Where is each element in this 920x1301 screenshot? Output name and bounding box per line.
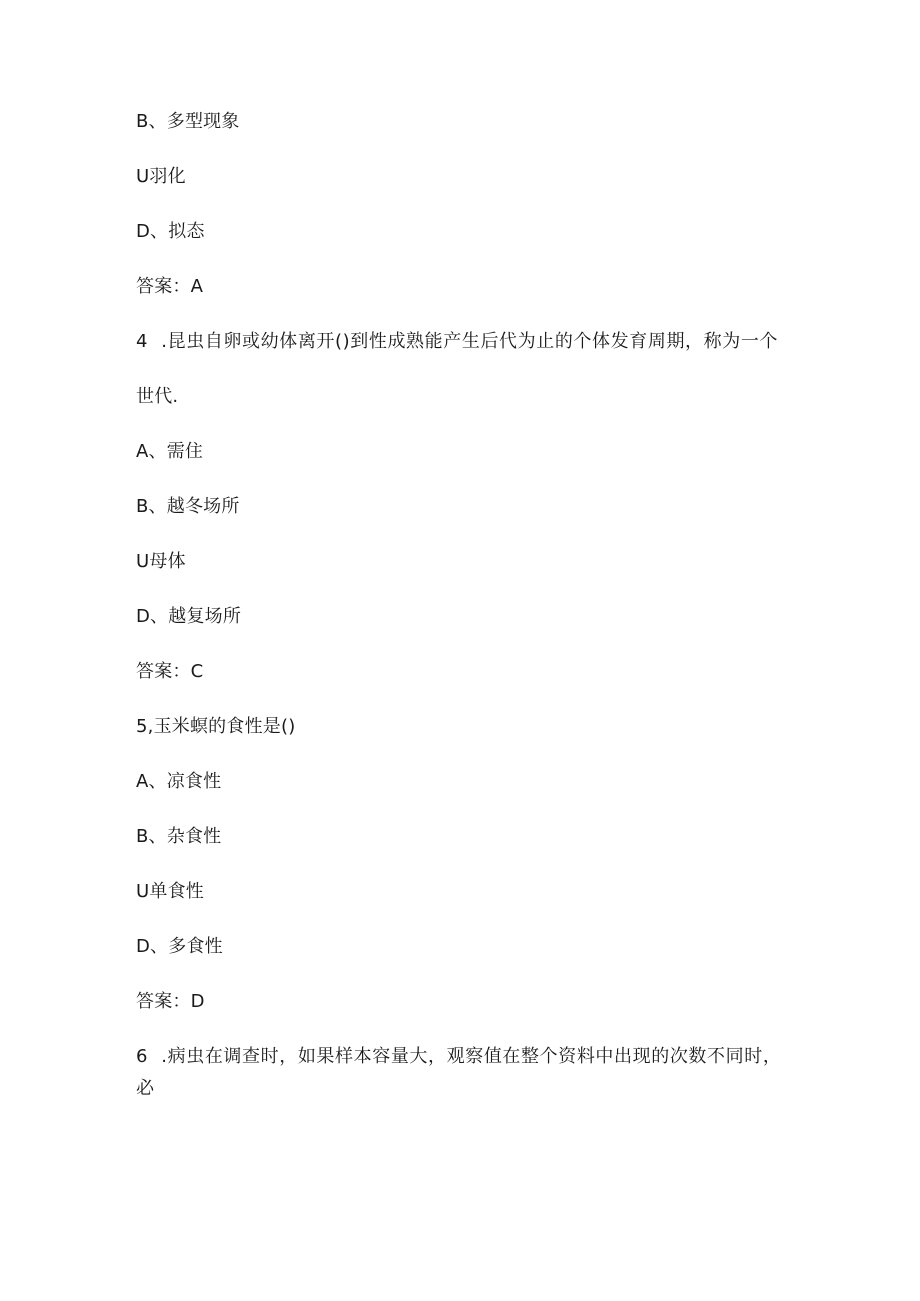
- question-6: 6 .病虫在调查时，如果样本容量大，观察值在整个资料中出现的次数不同时，: [136, 1046, 782, 1067]
- question-5: 5,玉米螟的食性是(): [136, 716, 296, 737]
- question-4-continued: 世代.: [136, 386, 179, 407]
- answer-q4: 答案：C: [136, 661, 204, 682]
- option-a-q5: A、凉食性: [136, 771, 222, 792]
- option-c-q5: U单食性: [136, 881, 204, 902]
- option-d-q3: D、拟态: [136, 221, 205, 242]
- question-6-continued: 必: [136, 1078, 155, 1099]
- option-d-q4: D、越复场所: [136, 606, 242, 627]
- option-a-q4: A、需住: [136, 441, 204, 462]
- option-b-q4: B、越冬场所: [136, 496, 240, 517]
- option-d-q5: D、多食性: [136, 936, 223, 957]
- option-c-q3: U羽化: [136, 166, 186, 187]
- answer-q5: 答案：D: [136, 991, 205, 1012]
- question-4: 4 .昆虫自卵或幼体离开()到性成熟能产生后代为止的个体发育周期，称为一个: [136, 331, 779, 352]
- option-b-q3: B、多型现象: [136, 111, 240, 132]
- option-b-q5: B、杂食性: [136, 826, 222, 847]
- answer-q3: 答案：A: [136, 276, 204, 297]
- option-c-q4: U母体: [136, 551, 186, 572]
